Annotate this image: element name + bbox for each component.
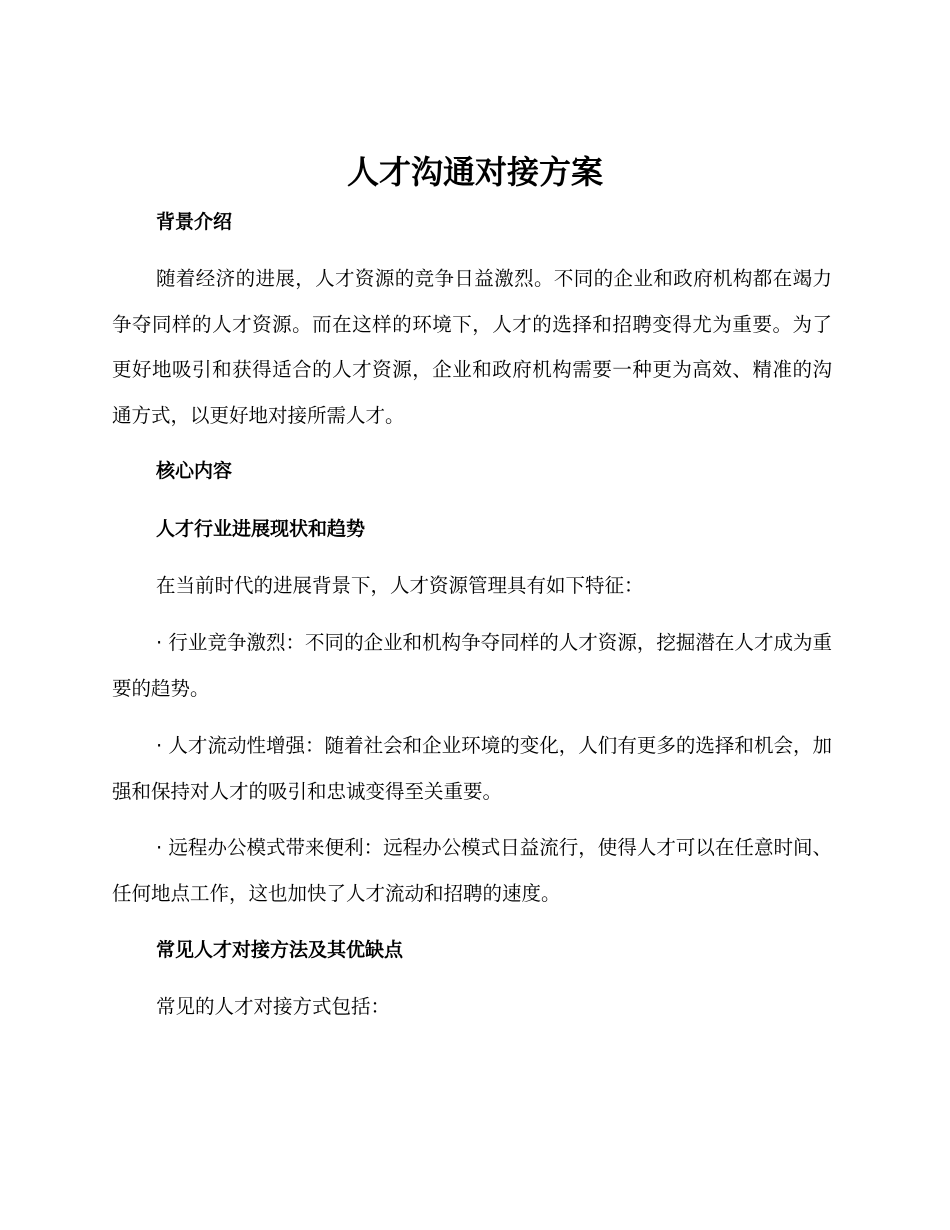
- section-heading-industry: 人才行业进展现状和趋势: [156, 518, 366, 540]
- bullet-item-mobility: · 人才流动性增强：随着社会和企业环境的变化，人们有更多的选择和机会，加强和保持对人才的吸引和忠诚变得至关重要。: [112, 734, 832, 803]
- background-paragraph: 随着经济的进展，人才资源的竞争日益激烈。不同的企业和政府机构都在竭力争夺同样的人才资源。而在这样的环境下，人才的选择和招聘变得尤为重要。为了更好地吸引和获得适合的人才资源，企业和政府机构需要一种更为高效、精准的沟通方式，以更好地对接所需人才。: [112, 267, 832, 427]
- bullet-item-competition: · 行业竞争激烈：不同的企业和机构争夺同样的人才资源，挖掘潜在人才成为重要的趋势。: [112, 631, 832, 700]
- bullet-item-remote-work: · 远程办公模式带来便利：远程办公模式日益流行，使得人才可以在任意时间、任何地点工作，这也加快了人才流动和招聘的速度。: [112, 836, 832, 905]
- document-title: 人才沟通对接方案: [346, 153, 603, 191]
- section-heading-background: 背景介绍: [156, 211, 233, 233]
- section-heading-core: 核心内容: [156, 460, 233, 482]
- section-heading-methods: 常见人才对接方法及其优缺点: [156, 939, 404, 961]
- industry-intro: 在当前时代的进展背景下，人才资源管理具有如下特征：: [156, 574, 644, 597]
- methods-intro: 常见的人才对接方式包括：: [156, 995, 391, 1018]
